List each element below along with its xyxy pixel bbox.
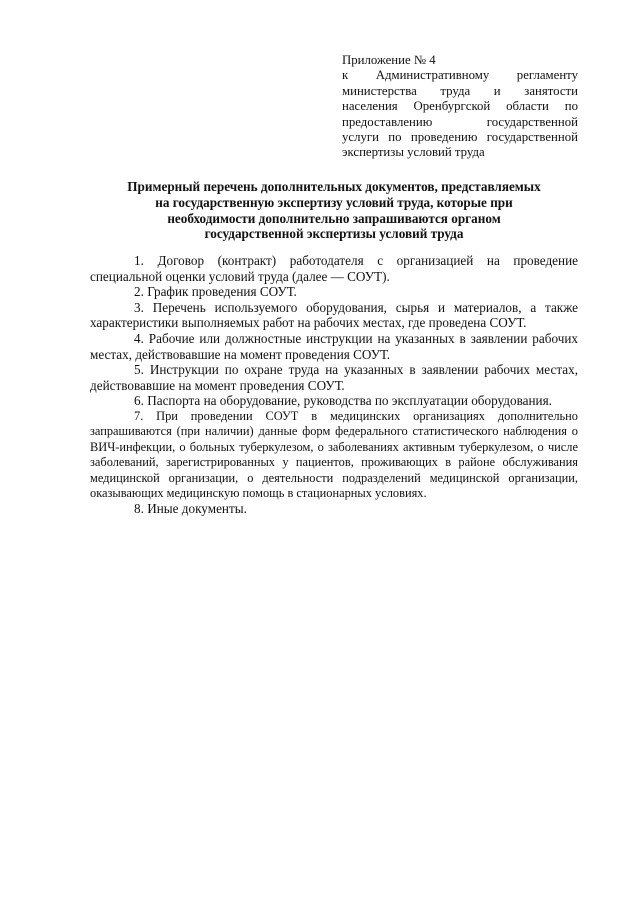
appendix-line: предоставлению государственной bbox=[342, 114, 578, 129]
document-title bbox=[88, 179, 580, 242]
document-list bbox=[90, 253, 578, 517]
list-item-8: 8. Иные документы. bbox=[134, 501, 247, 517]
title-line: Примерный перечень дополнительных документов, представляемых bbox=[127, 179, 541, 194]
list-item-6: 6. Паспорта на оборудование, руководства по эксплуатации оборудования. bbox=[134, 393, 552, 409]
appendix-block bbox=[342, 53, 578, 161]
appendix-number: Приложение № 4 bbox=[342, 53, 436, 67]
title-line: на государственную экспертизу условий труда, которые при bbox=[155, 194, 513, 210]
title-line: государственной экспертизы условий труда bbox=[204, 226, 464, 242]
list-item-4: 4. Рабочие или должностные инструкции на указанных в заявлении рабочих местах, действовавшие на момент проведения СОУТ. bbox=[90, 330, 578, 362]
appendix-line: услуги по проведению государственной bbox=[342, 130, 578, 145]
appendix-line: населения Оренбургской области по bbox=[342, 99, 578, 114]
appendix-line: экспертизы условий труда bbox=[342, 145, 485, 160]
title-line: необходимости дополнительно запрашиваются органом bbox=[167, 210, 501, 226]
list-item-2: 2. График проведения СОУТ. bbox=[134, 284, 297, 300]
appendix-line: министерства труда и занятости bbox=[342, 83, 578, 98]
appendix-line: к Административному регламенту bbox=[342, 68, 578, 83]
list-item-7: 7. При проведении СОУТ в медицинских организациях дополнительно запрашиваются (при наличии) данные форм федерального статистического наблюдения о ВИЧ-инфекции, о больных туберкулезом, о заболеваниях активным туберкулезом, о числе заболеваний, зарегистрированных у пациентов, проживающих в районе обслуживания медицинской организации, о деятельности подразделений медицинской организации, оказывающих медицинскую помощь в стационарных условиях. bbox=[90, 408, 578, 500]
list-item-5: 5. Инструкции по охране труда на указанных в заявлении рабочих местах, действовавшие на момент проведения СОУТ. bbox=[90, 362, 578, 393]
list-item-1: 1. Договор (контракт) работодателя с организацией на проведение специальной оценки условий труда (далее — СОУТ). bbox=[90, 253, 578, 284]
list-item-3: 3. Перечень используемого оборудования, сырья и материалов, а также характеристики выполняемых работ на рабочих местах, где проведена СОУТ. bbox=[90, 299, 578, 331]
